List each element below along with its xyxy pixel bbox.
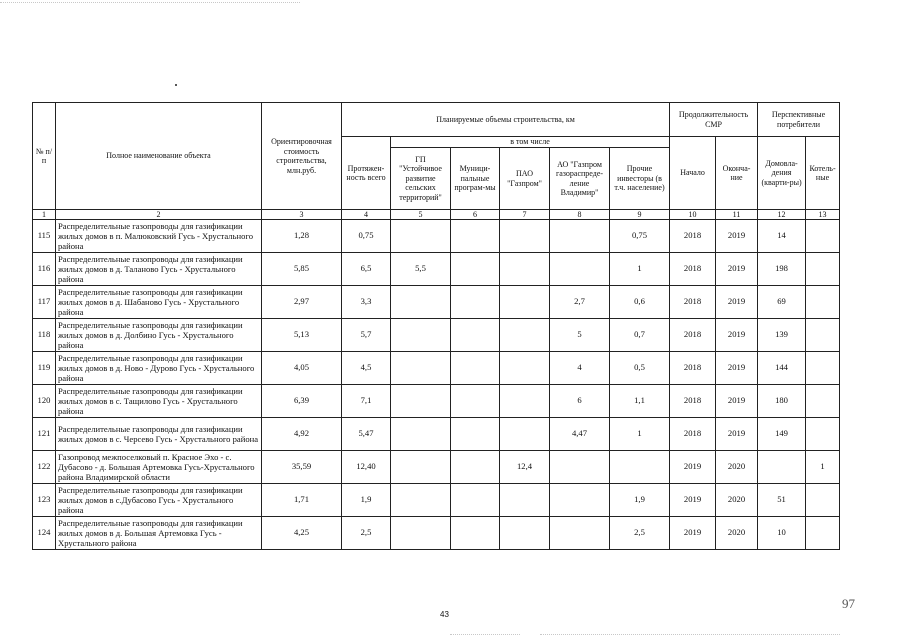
municipal-cell [451,517,500,550]
gp-cell [391,517,451,550]
footer-number: 43 [440,610,449,619]
header-municipal: Муници-пальные програм-мы [451,148,500,210]
table-row [33,352,840,385]
cost-cell: 6,39 [262,385,342,418]
header-num: № п/п [33,103,56,210]
municipal-cell [451,451,500,484]
gp-cell [391,451,451,484]
top-divider [0,2,300,3]
municipal-cell [451,385,500,418]
start-year-cell: 2018 [670,220,716,253]
row-number: 117 [33,286,56,319]
total-length-cell: 3,3 [342,286,391,319]
column-number-cell: 9 [610,210,670,220]
boilers-cell [806,319,840,352]
table-row [33,220,840,253]
start-year-cell: 2018 [670,319,716,352]
object-name: Распределительные газопроводы для газификации жилых домов в д. Шабаново Гусь - Хрустального района [56,286,262,319]
ao-cell [550,451,610,484]
ao-cell: 4 [550,352,610,385]
object-name: Распределительные газопроводы для газификации жилых домов в с. Тащилово Гусь - Хрустального района [56,385,262,418]
gp-cell [391,220,451,253]
ao-cell: 5 [550,319,610,352]
column-number-cell: 11 [716,210,758,220]
other-investors-cell: 0,7 [610,319,670,352]
gazprom-cell: 12,4 [500,451,550,484]
boilers-cell [806,385,840,418]
municipal-cell [451,220,500,253]
other-investors-cell: 0,6 [610,286,670,319]
households-cell: 139 [758,319,806,352]
total-length-cell: 7,1 [342,385,391,418]
column-number-cell: 13 [806,210,840,220]
households-cell: 180 [758,385,806,418]
other-investors-cell: 0,75 [610,220,670,253]
ao-cell [550,253,610,286]
end-year-cell: 2019 [716,418,758,451]
end-year-cell: 2019 [716,286,758,319]
cost-cell: 4,25 [262,517,342,550]
header-end: Оконча-ние [716,137,758,210]
boilers-cell [806,253,840,286]
column-number-row [33,210,840,220]
table-row [33,319,840,352]
gazprom-cell [500,253,550,286]
other-investors-cell: 1,9 [610,484,670,517]
start-year-cell: 2018 [670,385,716,418]
column-number-cell: 10 [670,210,716,220]
header-start: Начало [670,137,716,210]
column-number-cell: 2 [56,210,262,220]
header-total-length: Протяжен-ность всего [342,137,391,210]
object-name: Распределительные газопроводы для газификации жилых домов в д. Большая Артемовка Гусь - Хрустального района [56,517,262,550]
column-number-cell: 7 [500,210,550,220]
table-body [33,220,840,550]
households-cell: 198 [758,253,806,286]
ao-cell: 6 [550,385,610,418]
gp-cell [391,484,451,517]
cost-cell: 1,71 [262,484,342,517]
gazprom-cell [500,484,550,517]
header-households: Домовла-дения (кварти-ры) [758,137,806,210]
cost-cell: 1,28 [262,220,342,253]
gazprom-cell [500,352,550,385]
gazprom-cell [500,385,550,418]
row-number: 116 [33,253,56,286]
row-number: 119 [33,352,56,385]
households-cell: 10 [758,517,806,550]
start-year-cell: 2018 [670,352,716,385]
gp-cell [391,352,451,385]
gp-cell [391,319,451,352]
header-duration: Продолжительность СМР [670,103,758,137]
start-year-cell: 2019 [670,517,716,550]
cost-cell: 4,05 [262,352,342,385]
gp-cell [391,286,451,319]
households-cell [758,451,806,484]
column-number-cell: 12 [758,210,806,220]
boilers-cell [806,220,840,253]
column-number-cell: 4 [342,210,391,220]
gazprom-cell [500,418,550,451]
table-row [33,253,840,286]
header-gp: ГП "Устойчивое развитие сельских территорий" [391,148,451,210]
header-planned-volumes: Планируемые объемы строительства, км [342,103,670,137]
row-number: 120 [33,385,56,418]
column-number-cell: 1 [33,210,56,220]
total-length-cell: 6,5 [342,253,391,286]
households-cell: 149 [758,418,806,451]
table-row [33,286,840,319]
object-name: Газопровод межпоселковый п. Красное Эхо - с. Дубасово - д. Большая Артемовка Гусь-Хрустального района Владимирской области [56,451,262,484]
boilers-cell [806,286,840,319]
header-ao: АО "Газпром газораспреде-ление Владимир" [550,148,610,210]
boilers-cell [806,484,840,517]
cost-cell: 5,85 [262,253,342,286]
gp-cell [391,418,451,451]
start-year-cell: 2019 [670,484,716,517]
households-cell: 144 [758,352,806,385]
table-row [33,517,840,550]
end-year-cell: 2019 [716,352,758,385]
ao-cell: 4,47 [550,418,610,451]
table-row [33,451,840,484]
header-cost: Ориентировочная стоимость строительства, млн.руб. [262,103,342,210]
households-cell: 51 [758,484,806,517]
municipal-cell [451,253,500,286]
header-consumers: Перспективные потребители [758,103,840,137]
header-other: Прочие инвесторы (в т.ч. население) [610,148,670,210]
boilers-cell: 1 [806,451,840,484]
row-number: 121 [33,418,56,451]
stray-dot [175,84,177,86]
total-length-cell: 5,47 [342,418,391,451]
other-investors-cell: 1 [610,418,670,451]
object-name: Распределительные газопроводы для газификации жилых домов в с.Дубасово Гусь - Хрустального района [56,484,262,517]
header-boilers: Котель-ные [806,137,840,210]
boilers-cell [806,352,840,385]
other-investors-cell [610,451,670,484]
other-investors-cell: 2,5 [610,517,670,550]
cost-cell: 2,97 [262,286,342,319]
end-year-cell: 2019 [716,220,758,253]
municipal-cell [451,286,500,319]
end-year-cell: 2020 [716,484,758,517]
total-length-cell: 0,75 [342,220,391,253]
object-name: Распределительные газопроводы для газификации жилых домов в д. Таланово Гусь - Хрустального района [56,253,262,286]
object-name: Распределительные газопроводы для газификации жилых домов в д. Ново - Дурово Гусь - Хрустального района [56,352,262,385]
start-year-cell: 2019 [670,451,716,484]
municipal-cell [451,319,500,352]
cost-cell: 5,13 [262,319,342,352]
table-row [33,418,840,451]
gazprom-cell [500,286,550,319]
end-year-cell: 2019 [716,253,758,286]
total-length-cell: 5,7 [342,319,391,352]
households-cell: 69 [758,286,806,319]
gp-cell: 5,5 [391,253,451,286]
row-number: 123 [33,484,56,517]
end-year-cell: 2020 [716,451,758,484]
gazprom-cell [500,319,550,352]
table-row [33,484,840,517]
end-year-cell: 2019 [716,319,758,352]
boilers-cell [806,517,840,550]
column-number-cell: 5 [391,210,451,220]
row-number: 124 [33,517,56,550]
municipal-cell [451,352,500,385]
header-including: в том числе [391,137,670,148]
gazprom-cell [500,517,550,550]
bottom-divider [450,634,520,635]
row-number: 115 [33,220,56,253]
header-gazprom: ПАО "Газпром" [500,148,550,210]
ao-cell [550,484,610,517]
municipal-cell [451,418,500,451]
start-year-cell: 2018 [670,418,716,451]
cost-cell: 4,92 [262,418,342,451]
ao-cell [550,220,610,253]
object-name: Распределительные газопроводы для газификации жилых домов в д. Долбино Гусь - Хрустального района [56,319,262,352]
cost-cell: 35,59 [262,451,342,484]
total-length-cell: 12,40 [342,451,391,484]
page-number: 97 [842,596,855,611]
column-number-cell: 6 [451,210,500,220]
other-investors-cell: 0,5 [610,352,670,385]
other-investors-cell: 1 [610,253,670,286]
ao-cell [550,517,610,550]
header-name: Полное наименование объекта [56,103,262,210]
start-year-cell: 2018 [670,286,716,319]
object-name: Распределительные газопроводы для газификации жилых домов в с. Черсево Гусь - Хрустального района [56,418,262,451]
municipal-cell [451,484,500,517]
object-name: Распределительные газопроводы для газификации жилых домов в п. Малюковский Гусь - Хрустального района [56,220,262,253]
column-number-cell: 8 [550,210,610,220]
end-year-cell: 2020 [716,517,758,550]
row-number: 118 [33,319,56,352]
ao-cell: 2,7 [550,286,610,319]
table-row [33,385,840,418]
households-cell: 14 [758,220,806,253]
other-investors-cell: 1,1 [610,385,670,418]
gp-cell [391,385,451,418]
row-number: 122 [33,451,56,484]
boilers-cell [806,418,840,451]
bottom-divider [540,634,840,635]
total-length-cell: 2,5 [342,517,391,550]
column-number-cell: 3 [262,210,342,220]
gazprom-cell [500,220,550,253]
end-year-cell: 2019 [716,385,758,418]
total-length-cell: 4,5 [342,352,391,385]
start-year-cell: 2018 [670,253,716,286]
construction-table [32,102,840,550]
total-length-cell: 1,9 [342,484,391,517]
